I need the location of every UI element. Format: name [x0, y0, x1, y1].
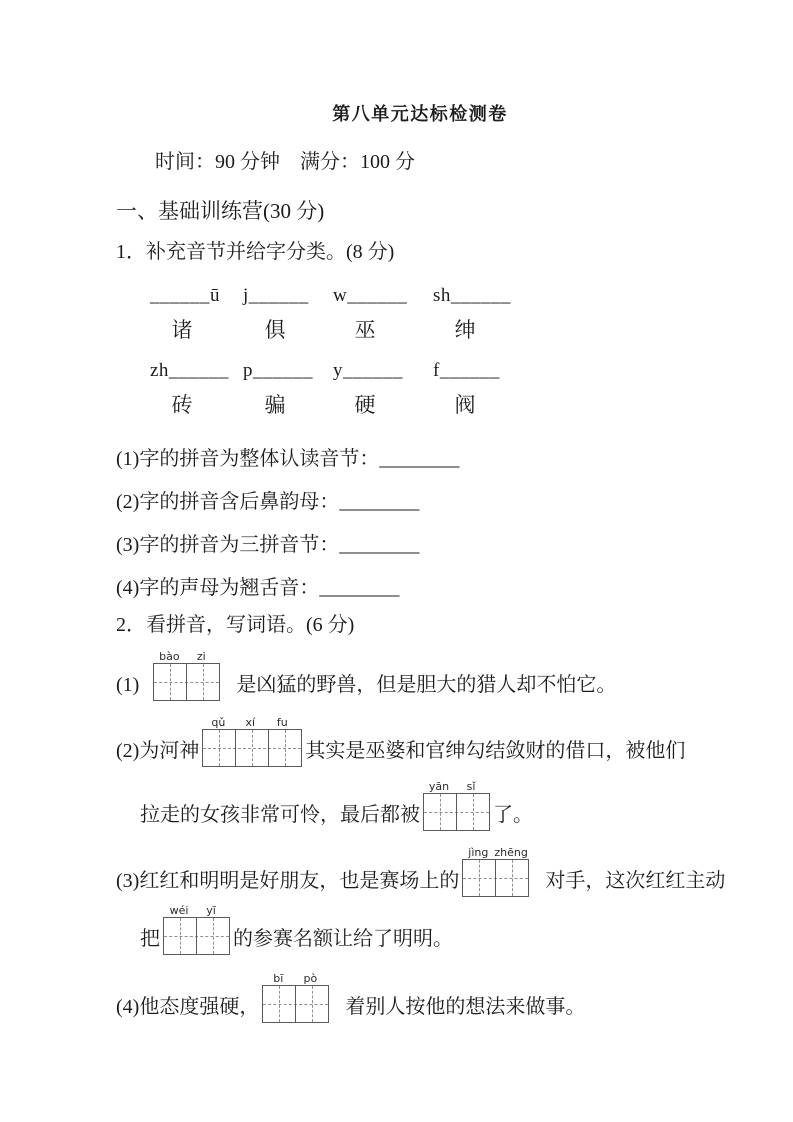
answer-cell: [203, 730, 236, 766]
q2-line-5: [140, 905, 724, 955]
q2-line-1: [116, 651, 724, 701]
answer-cell: [197, 918, 229, 954]
answer-cells: [262, 985, 329, 1023]
hanzi-character: 诸: [171, 318, 193, 342]
pinyin-blank: w______: [333, 285, 408, 306]
q1-grid-row-1: [150, 284, 724, 344]
q2-line-2: [116, 717, 724, 767]
hanzi-character: 骗: [264, 393, 286, 417]
pinyin-writing-box: [202, 717, 302, 767]
pinyin-labels: [423, 781, 490, 792]
q1-grid-item: [150, 284, 243, 344]
q1-sub-1: (1)字的拼音为整体认读音节：________: [116, 448, 460, 470]
pinyin-writing-box: [153, 651, 220, 701]
answer-cell: [296, 986, 328, 1022]
answer-cells: [163, 917, 230, 955]
section-heading: 一、基础训练营(30 分): [116, 199, 325, 223]
sentence-text: (1): [116, 674, 140, 696]
q2-stem: 2．看拼音，写词语。(6 分): [116, 614, 355, 636]
answer-cell: [463, 860, 496, 896]
time-score-info: 时间：90 分钟 满分：100 分: [155, 151, 415, 173]
answer-cell: [187, 664, 219, 700]
pinyin-writing-box: [423, 781, 490, 831]
answer-cell: [263, 986, 296, 1022]
answer-cells: [423, 793, 490, 831]
sentence-text: 把: [140, 928, 160, 950]
pinyin-labels: [153, 651, 220, 662]
q1-grid-item: [243, 284, 333, 344]
pinyin-syllable: bī: [273, 972, 284, 985]
pinyin-syllable: bào: [159, 650, 180, 663]
answer-cells: [202, 729, 302, 767]
answer-cells: [462, 859, 529, 897]
hanzi-character: 砖: [171, 393, 193, 417]
sentence-text: (3)红红和明明是好朋友，也是赛场上的: [116, 870, 460, 892]
sentence-text: (2)为河神: [116, 740, 200, 762]
pinyin-blank: y______: [333, 360, 403, 381]
sentence-text: 对手，这次红红主动: [545, 870, 726, 892]
pinyin-syllable: qǔ: [211, 716, 226, 729]
q1-sub-3: (3)字的拼音为三拼音节：________: [116, 534, 420, 556]
pinyin-syllable: yān: [428, 780, 450, 793]
hanzi-character: 绅: [454, 318, 476, 342]
q1-grid-item: [150, 359, 243, 419]
q2-line-3: [140, 781, 724, 831]
answer-cell: [154, 664, 187, 700]
sentence-text: 了。: [493, 804, 533, 826]
sentence-text: 是凶猛的野兽，但是胆大的猎人却不怕它。: [236, 674, 617, 696]
q1-grid-row-2: [150, 359, 724, 419]
pinyin-labels: [262, 973, 329, 984]
answer-cell: [424, 794, 457, 830]
pinyin-syllable: sǐ: [466, 780, 476, 793]
pinyin-blank: j______: [243, 285, 309, 306]
answer-cells: [153, 663, 220, 701]
sentence-text: 的参赛名额让给了明明。: [233, 928, 453, 950]
pinyin-writing-box: [163, 905, 230, 955]
page-content: [116, 0, 724, 1023]
pinyin-syllable: fu: [276, 716, 288, 729]
answer-cell: [457, 794, 489, 830]
pinyin-blank: ______ū: [150, 285, 220, 306]
answer-cell: [269, 730, 301, 766]
pinyin-labels: [163, 905, 230, 916]
q2-line-4: [116, 847, 724, 897]
q1-stem: 1．补充音节并给字分类。(8 分): [116, 241, 395, 263]
hanzi-character: 巫: [354, 318, 376, 342]
pinyin-syllable: yī: [206, 904, 216, 917]
pinyin-syllable: pò: [303, 972, 318, 985]
q1-grid-item: [333, 284, 433, 344]
pinyin-writing-box: [462, 847, 529, 897]
q1-sub-4: (4)字的声母为翘舌音：________: [116, 577, 400, 599]
hanzi-character: 阀: [454, 393, 476, 417]
pinyin-syllable: jìng: [468, 846, 489, 859]
q1-grid-item: [433, 284, 543, 344]
pinyin-labels: [202, 717, 302, 728]
answer-cell: [164, 918, 197, 954]
hanzi-character: 俱: [264, 318, 286, 342]
sentence-text: 着别人按他的想法来做事。: [345, 996, 586, 1018]
q1-grid-item: [333, 359, 433, 419]
hanzi-character: 硬: [354, 393, 376, 417]
pinyin-syllable: zi: [196, 650, 206, 663]
pinyin-syllable: zhēng: [494, 846, 528, 859]
sentence-text: 拉走的女孩非常可怜，最后都被: [140, 804, 420, 826]
pinyin-blank: zh______: [150, 360, 229, 381]
pinyin-syllable: wéi: [169, 904, 189, 917]
pinyin-blank: p______: [243, 360, 313, 381]
q1-grid-item: [433, 359, 543, 419]
answer-cell: [236, 730, 269, 766]
pinyin-syllable: xí: [245, 716, 256, 729]
q2-line-6: [116, 973, 724, 1023]
answer-cell: [496, 860, 528, 896]
q1-grid-item: [243, 359, 333, 419]
pinyin-labels: [462, 847, 529, 858]
q1-sub-2: (2)字的拼音含后鼻韵母：________: [116, 491, 420, 513]
paper-title: 第八单元达标检测卷: [332, 104, 508, 124]
sentence-text: 其实是巫婆和官绅勾结敛财的借口，被他们: [305, 740, 686, 762]
sentence-text: (4)他态度强硬，: [116, 996, 260, 1018]
pinyin-blank: f______: [433, 360, 500, 381]
pinyin-blank: sh______: [433, 285, 511, 306]
pinyin-writing-box: [262, 973, 329, 1023]
